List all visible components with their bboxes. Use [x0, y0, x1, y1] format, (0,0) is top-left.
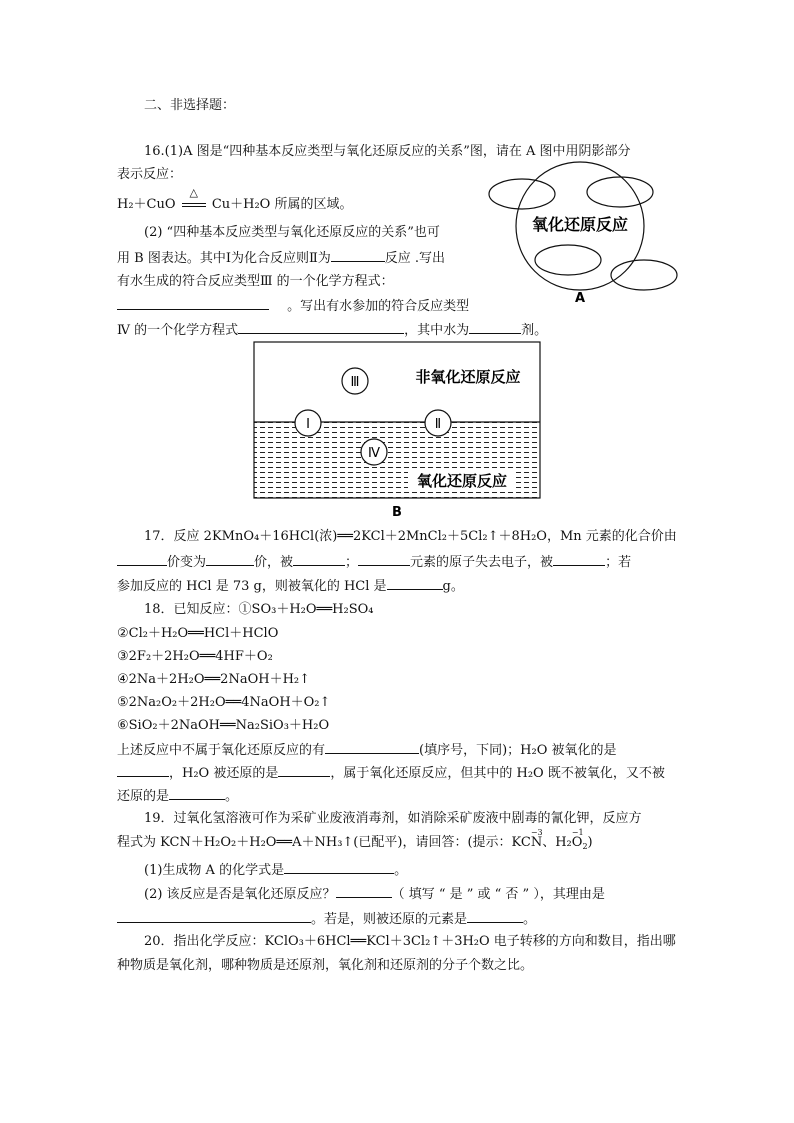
q17-text-e: ；若: [605, 555, 632, 570]
answer-blank-equation-III[interactable]: [117, 296, 269, 310]
answer-blank-mn-fate[interactable]: [293, 552, 345, 566]
q18-text-f: 。: [225, 789, 239, 804]
circle-I-label: Ⅰ: [306, 417, 310, 432]
answer-blank-mn-from[interactable]: [117, 552, 167, 566]
q16-p2-line3: 有水生成的符合反应类型Ⅲ 的一个化学方程式：: [117, 274, 394, 289]
q19-part2: [144, 884, 605, 904]
answer-blank-hcl-mass[interactable]: [387, 576, 443, 590]
q17-line3: [117, 576, 464, 596]
ellipse-bottom: [535, 245, 601, 275]
answer-blank-mn-to[interactable]: [206, 552, 254, 566]
q19-part1-end: 。: [394, 863, 408, 878]
q19-part3-end: 。: [523, 912, 537, 927]
answer-blank-water-oxidized[interactable]: [117, 763, 169, 777]
q19-part2-text: (2) 该反应是否是氧化还原反应？: [144, 887, 336, 902]
q19-text-c: ): [587, 835, 593, 850]
answer-blank-water-role[interactable]: [469, 320, 521, 334]
circle-III-label: Ⅲ: [350, 375, 360, 390]
q16-reaction-left: H₂＋CuO: [117, 197, 176, 212]
q18-question-line1: [117, 740, 617, 760]
oxidation-state-n: [530, 828, 543, 852]
figure-b-bottom-label: 氧化还原反应: [416, 472, 508, 490]
q18-reaction-5: ⑤2Na₂O₂＋2H₂O══4NaOH＋O₂↑: [117, 695, 331, 710]
q18-text-b: (填序号，下同)；H₂O 被氧化的是: [419, 743, 617, 758]
oxidation-state-o: [571, 828, 584, 852]
q19-text-a: 程式为 KCN＋H₂O₂＋H₂O══A＋NH₃↑(已配平)，请回答：(提示：KC: [117, 835, 531, 850]
q18-text-e: 还原的是: [117, 789, 170, 804]
q19-part1-text: (1)生成物 A 的化学式是: [144, 863, 285, 878]
figure-b: [252, 340, 544, 520]
q16-p2-line4: [117, 296, 469, 316]
q17-line1: 17．反应 2KMnO₄＋16HCl(浓)══2KCl＋2MnCl₂＋5Cl₂↑＋8H₂O，Mn 元素的化合价由: [144, 529, 677, 544]
answer-blank-type-II[interactable]: [331, 248, 385, 262]
ellipse-top-right: [587, 177, 653, 207]
answer-blank-reason[interactable]: [117, 909, 311, 923]
figure-b-caption: B: [392, 505, 402, 520]
q17-text-b: 价，被: [254, 555, 294, 570]
q16-p2-line2: [117, 248, 445, 268]
q16-p2-line4-text: 。写出有水参加的符合反应类型: [287, 299, 470, 314]
answer-blank-element[interactable]: [358, 552, 410, 566]
oxidation-number-n: −3: [530, 828, 543, 837]
answer-blank-is-redox[interactable]: [336, 884, 392, 898]
figure-a-center-label: 氧化还原反应: [531, 215, 629, 234]
q17-line2: [117, 552, 631, 572]
answer-blank-equation-IV[interactable]: [238, 320, 404, 334]
q18-text-a: 上述反应中不属于氧化还原反应的有: [117, 743, 326, 758]
figure-b-top-label: 非氧化还原反应: [415, 368, 521, 386]
heat-symbol: △: [189, 186, 198, 199]
q20-line2: 种物质是氧化剂，哪种物质是还原剂，氧化剂和还原剂的分子个数之比。: [117, 958, 534, 973]
q19-part3: [117, 909, 536, 929]
q17-text-d: 元素的原子失去电子，被: [410, 555, 554, 570]
heat-arrow: [180, 186, 208, 214]
q18-reaction-4: ④2Na＋2H₂O══2NaOH＋H₂↑: [117, 672, 311, 687]
q18-reaction-6: ⑥SiO₂＋2NaOH══Na₂SiO₃＋H₂O: [117, 718, 330, 733]
q16-p2-line5-end: 剂。: [521, 323, 548, 338]
answer-blank-water-neither[interactable]: [169, 786, 225, 800]
q18-reaction-3: ③2F₂＋2H₂O══4HF＋O₂: [117, 649, 273, 664]
q16-reaction-right: Cu＋H₂O 所属的区域。: [211, 197, 353, 212]
q19-text-b: 、H₂: [542, 835, 572, 850]
q17-text-c: ；: [345, 555, 359, 570]
q18-intro: 18．已知反应：①SO₃＋H₂O══H₂SO₄: [144, 602, 374, 617]
element-n: N: [530, 835, 543, 850]
q18-text-c: ，H₂O 被还原的是: [169, 766, 279, 781]
q20-line1: 20．指出化学反应：KClO₃＋6HCl══KCl＋3Cl₂↑＋3H₂O 电子转移的方向和数目，指出哪: [144, 934, 676, 949]
answer-blank-formula-a[interactable]: [284, 860, 394, 874]
q19-part1: [144, 860, 407, 880]
q16-p2-line2-end: 反应 .写出: [384, 251, 446, 266]
answer-blank-water-reduced[interactable]: [278, 763, 330, 777]
ellipse-top-left: [489, 179, 555, 209]
figure-a-caption: A: [574, 291, 586, 306]
q16-p2-line5-text: Ⅳ 的一个化学方程式: [117, 323, 239, 338]
oxidation-number-o: −1: [571, 828, 584, 837]
q18-question-line3: [117, 786, 238, 806]
q16-line1: 16.(1)A 图是“四种基本反应类型与氧化还原反应的关系”图，请在 A 图中用阴影部分: [144, 144, 631, 159]
answer-blank-reduced-element[interactable]: [467, 909, 523, 923]
q19-line2: [117, 828, 593, 852]
q17-text-f: 参加反应的 HCl 是 73 g，则被氧化的 HCl 是: [117, 579, 387, 594]
q19-part3-text: 。若是，则被还原的元素是: [311, 912, 468, 927]
q16-line2: 表示反应：: [117, 167, 183, 182]
q16-p2-line5: [117, 320, 547, 340]
answer-blank-element-fate[interactable]: [553, 552, 605, 566]
q18-text-d: ，属于氧化还原反应，但其中的 H₂O 既不被氧化，又不被: [330, 766, 665, 781]
q16-p2-line2-text: 用 B 图表达。其中Ⅰ为化合反应则Ⅱ为: [117, 251, 331, 266]
q16-p2-line5-mid: ，其中水为: [404, 323, 470, 338]
element-o: O: [571, 835, 583, 850]
answer-blank-non-redox[interactable]: [325, 740, 419, 754]
section-title: 二、非选择题：: [144, 98, 236, 113]
circle-IV-label: Ⅳ: [368, 446, 380, 461]
q16-p2-line1: (2) “四种基本反应类型与氧化还原反应的关系”也可: [144, 225, 440, 240]
q18-question-line2: [117, 763, 665, 783]
figure-a: [480, 160, 700, 310]
q17-text-a: 价变为: [167, 555, 207, 570]
circle-II-label: Ⅱ: [434, 417, 442, 432]
q19-line1: 19．过氧化氢溶液可作为采矿业废液消毒剂，如消除采矿废液中剧毒的氰化钾，反应方: [144, 811, 642, 826]
subscript-2: 2: [582, 842, 588, 851]
q17-text-g: g。: [442, 579, 464, 594]
q16-reaction: [117, 186, 353, 214]
q18-reaction-2: ②Cl₂＋H₂O══HCl＋HClO: [117, 626, 279, 641]
q19-part2-mid: （ 填写 “ 是 ” 或 “ 否 ” ），其理由是: [391, 887, 605, 902]
